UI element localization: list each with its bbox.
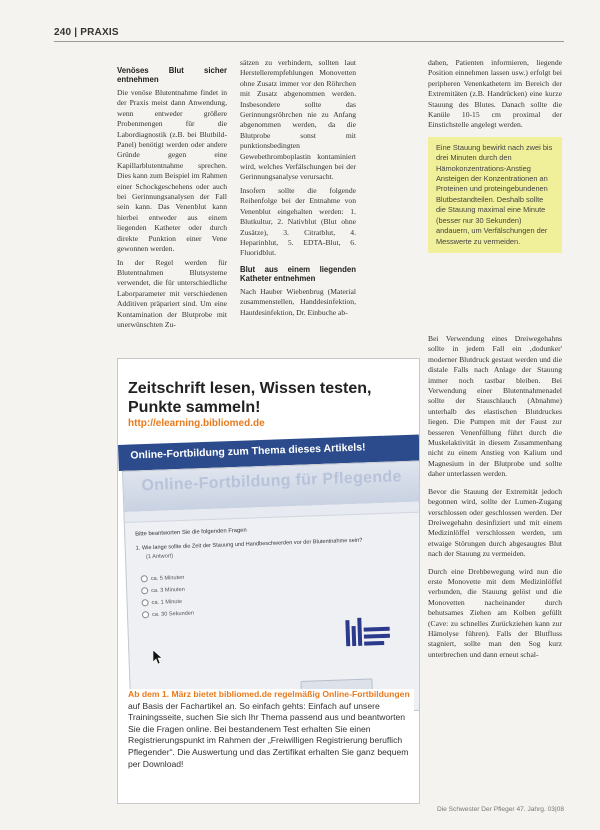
paragraph: sätzen zu verhindern, sollten laut Herstellerempfehlungen Monovetten ohne Zusatz immer vor den Röhrchen mit Zusatz abgenommen werden. Insbesondere sollte das Gerinnungsröhrchen nie zu Anfang abgenommen werden, da die Blutprobe sonst mit punktionsbedingten Gewebethromboplastin kontaminiert wird, welches Verfälschungen bei der Gerinnungsanalyse verursacht. — [240, 58, 356, 182]
column-1 — [117, 66, 227, 333]
quiz-option[interactable] — [141, 586, 185, 595]
page-footer: Die Schwester Der Pfleger 47. Jahrg. 03|08 — [436, 806, 564, 813]
quiz-option[interactable] — [141, 598, 182, 606]
paragraph: Durch eine Drehbewegung wird nun die erste Monovette mit dem Medizinlöffel verbunden, die Stauung gelöst und die Monovetten nacheinander durch behutsames Ziehen am Kolben gefüllt (Cave: zu schnelles Zurückziehen kann zur Hämolyse führen). Falls der Blutfluss stagniert, sollte man den Sog kurz unterbrechen und dann erneut schal- — [428, 566, 562, 659]
screenshot-question-header: Bitte beantworten Sie die folgenden Fragen — [135, 527, 247, 538]
quiz-option-label: ca. 30 Sekunden — [151, 610, 195, 619]
radio-icon — [142, 611, 149, 618]
advertisement-box — [117, 358, 420, 804]
page-number: 240 — [54, 27, 72, 38]
registration-logo-icon — [343, 613, 392, 655]
quiz-option-label: ca. 5 Minuten — [150, 574, 185, 583]
column-2 — [240, 58, 356, 321]
ad-headline: Zeitschrift lesen, Wissen testen, Punkte sammeln! — [128, 380, 372, 416]
paragraph: Bevor die Stauung der Extremität jedoch begonnen wird, sollte der Lumen-Zugang verschlossen oder geschlossen werden. Der Dreiwegehahn desinfiziert und mit einem Medizinlöffel verschlossen werden, um etwaige Störungen durch abgesaugtes Blut nach der Stauung zu vermeiden. — [428, 486, 562, 559]
quiz-option-label: ca. 1 Minute — [151, 598, 183, 607]
paragraph: dahen, Patienten informieren, liegende Position einnehmen lassen usw.) erfolgt bei peripheren Venenkathetern im Bereich der Extremitäten (z.B. Handrücken) eine kurze Stauung des Blutes. Danach sollte die Kanüle 10-15 cm proximal der Einstichstelle angelegt werden. — [428, 58, 562, 130]
subheading: Blut aus einem liegenden Katheter entnehmen — [240, 264, 356, 283]
ad-url-link[interactable]: http://elearning.bibliomed.de — [128, 418, 265, 429]
quiz-option[interactable] — [142, 610, 194, 619]
screenshot-title: Online-Fortbildung für Pflegende — [141, 468, 402, 495]
paragraph: In der Regel werden für Blutentnahmen Blutsysteme verwendet, die für unterschiedliche Laborparameter mit verschiedenen Additiven präpariert sind. Um eine Kontamination der Blutprobe mit unerwünschten Zu- — [117, 257, 227, 329]
info-callout: Eine Stauung bewirkt nach zwei bis drei Minuten durch den Hämokonzentrations-Anstieg Ansteigen der Konzentrationen an Proteinen und proteingebundenen Blutbestandteilen. Deshalb sollte die Stauung maximal eine Minute (besser nur 30 Sekunden) andauern, um Verfälschungen der Messwerte zu vermeiden. — [428, 137, 562, 253]
cta-text: auf Basis der Fachartikel an. So einfach gehts: Einfach auf unsere Trainingsseite, suchen Sie sich Ihr Thema passend aus und beantworten Sie die Fragen online. Bei bestandenem Test erhalten Sie einen Registrierungspunkt im Rahmen der „Freiwilligen Registrierung beruflich Pflegender“. Die Auswertung und das Zertifikat erhalten Sie ganz bequem per Download! — [128, 700, 409, 769]
quiz-option-label: ca. 3 Minuten — [151, 586, 185, 595]
page-header: 240 | PRAXIS — [54, 27, 119, 38]
paragraph: Insofern sollte die folgende Reihenfolge bei der Entnahme von Venenblut eingehalten werden: 1. Blutkultur, 2. Nativblut (Blut ohne Zusätze), 3. Citratblut, 4. Heparinblut, 5. EDTA-Blut, 6. Fluoridblut. — [240, 185, 356, 258]
paragraph: Nach Hauber Wiebenbrug (Material zusammenstellen, Handdesinfektion, Hautdesinfektion, Dr. Einbuche ab- — [240, 286, 356, 317]
ad-screenshot — [122, 460, 420, 721]
paragraph: Die venöse Blutentnahme findet in der Praxis meist dann Anwendung, wenn entweder größere Probenmengen für die Labordiagnostik (z.B. bei Blutbild-Panel) benötigt werden oder andere Gründe gegen eine Kapillarblutentnahme sprechen. Dies kann zum Beispiel im Rahmen einer Schockgeschehens oder auch bei Gerinnungsanalysen der Fall sein kann. Das Venenblut kann hierbei entweder aus einem liegenden Katheter oder durch direkte Punktion einer Vene gewonnen werden. — [117, 88, 227, 254]
ad-banner-text: Online-Fortbildung zum Thema dieses Artikels! — [130, 441, 366, 462]
mouse-cursor-icon — [153, 650, 163, 667]
section-name: PRAXIS — [80, 27, 119, 38]
ad-call-to-action — [128, 689, 414, 770]
column-3-lower — [428, 334, 562, 663]
radio-icon — [141, 575, 148, 582]
radio-icon — [141, 587, 148, 594]
quiz-option[interactable] — [141, 574, 185, 583]
cta-highlight: Ab dem 1. März bietet bibliomed.de regelmäßig Online-Fortbildungen — [128, 689, 410, 699]
column-3 — [428, 58, 562, 267]
screenshot-question: 1. Wie lange sollte die Zeit der Stauung und Handbeschwerden vor der Blutentnahme sein? — [135, 537, 363, 552]
screenshot-question-note: (1 Antwort) — [145, 553, 174, 561]
paragraph: Bei Verwendung eines Dreiwegehahns sollte in jedem Fall ein ‚dodunker' moderner Blutdruck gestaut werden und die distale Falls nach Anlage der Stauung immer noch tastbar bleiben. Bei Verwendung einer Blutentnahmenadel sollte der Stauschlauch (Abnahme) unterhalb des elastischen Blutdruckes liegen. Die Pumpen mit der Faust zur besseren Venenfüllung führt durch die Muskelaktivität in diesem Zusammenhang nicht zu einem Anstieg von Kalium und Magnesium in der Blutprobe und sollte daher unterlassen werden. — [428, 334, 562, 479]
radio-icon — [141, 599, 148, 606]
registration-logo — [343, 613, 392, 655]
article-heading: Venöses Blut sicher entnehmen — [117, 66, 227, 84]
header-rule — [54, 41, 564, 42]
